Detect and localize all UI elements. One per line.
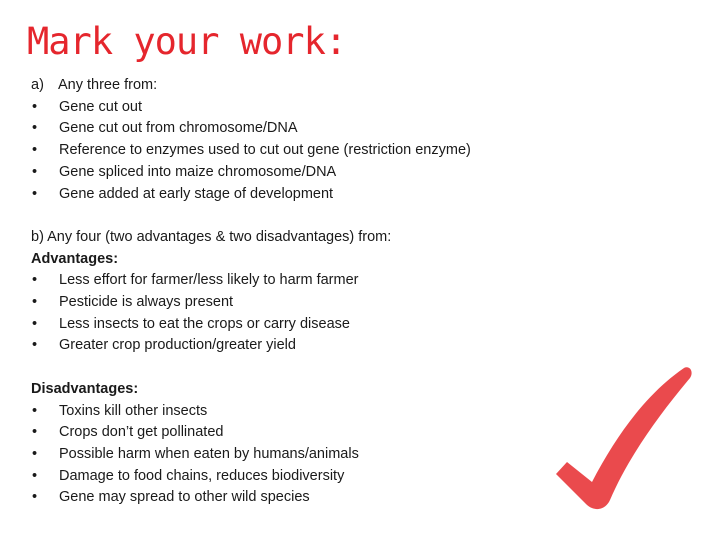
- page-title: Mark your work:: [27, 20, 347, 63]
- disadvantages-heading: Disadvantages:: [31, 380, 139, 397]
- list-item: [31, 292, 591, 314]
- part-a-intro: [31, 75, 591, 97]
- check-mark-icon: [548, 362, 693, 512]
- list-item: [31, 444, 591, 466]
- list-item: [31, 401, 591, 423]
- mark-scheme-content: [31, 75, 591, 509]
- bullet: •: [32, 467, 38, 484]
- bullet: •: [32, 120, 38, 137]
- bullet: •: [32, 337, 38, 354]
- disadvantage-item-2: Crops don’t get pollinated: [59, 424, 224, 441]
- list-item: [31, 184, 591, 206]
- list-item: [31, 422, 591, 444]
- list-item: [31, 487, 591, 509]
- part-a-item-2: Gene cut out from chromosome/DNA: [59, 120, 298, 137]
- bullet: •: [32, 489, 38, 506]
- part-a-item-3: Reference to enzymes used to cut out gene (restriction enzyme): [59, 142, 471, 159]
- spacer: [31, 205, 591, 227]
- advantage-item-2: Pesticide is always present: [59, 294, 234, 311]
- disadvantage-item-1: Toxins kill other insects: [59, 402, 208, 419]
- advantages-heading: Advantages:: [31, 250, 119, 267]
- spacer: [31, 357, 591, 379]
- bullet: •: [32, 142, 38, 159]
- bullet: •: [32, 272, 38, 289]
- bullet: •: [32, 294, 38, 311]
- advantage-item-1: Less effort for farmer/less likely to harm farmer: [59, 272, 359, 289]
- part-a-item-1: Gene cut out: [59, 98, 143, 115]
- disadvantage-item-4: Damage to food chains, reduces biodiversity: [59, 467, 345, 484]
- bullet: •: [32, 185, 38, 202]
- advantage-item-4: Greater crop production/greater yield: [59, 337, 296, 354]
- list-item: [31, 140, 591, 162]
- bullet: •: [32, 163, 38, 180]
- list-item: [31, 97, 591, 119]
- list-item: [31, 270, 591, 292]
- part-a-marker: a): [31, 77, 44, 93]
- part-a-intro-text: Any three from:: [58, 77, 158, 93]
- bullet: •: [32, 402, 38, 419]
- part-b-intro: b) Any four (two advantages & two disadvantages) from:: [31, 228, 392, 245]
- disadvantage-item-5: Gene may spread to other wild species: [59, 489, 310, 506]
- bullet: •: [32, 424, 38, 441]
- list-item: [31, 314, 591, 336]
- part-a-item-4: Gene spliced into maize chromosome/DNA: [59, 163, 337, 180]
- bullet: •: [32, 98, 38, 115]
- part-a-item-5: Gene added at early stage of development: [59, 185, 334, 202]
- advantage-item-3: Less insects to eat the crops or carry disease: [59, 315, 350, 332]
- list-item: [31, 335, 591, 357]
- list-item: [31, 162, 591, 184]
- list-item: [31, 118, 591, 140]
- disadvantage-item-3: Possible harm when eaten by humans/animals: [59, 445, 359, 462]
- bullet: •: [32, 315, 38, 332]
- bullet: •: [32, 445, 38, 462]
- list-item: [31, 466, 591, 488]
